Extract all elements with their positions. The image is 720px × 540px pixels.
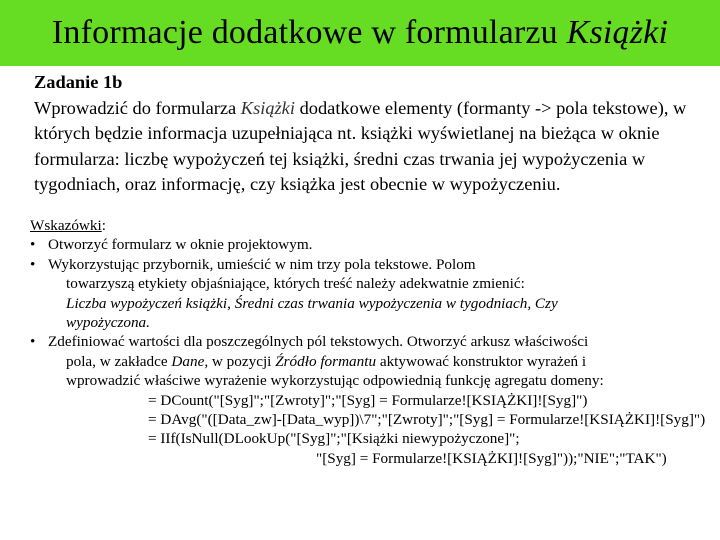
hint-label-names-cont: wypożyczona. <box>66 314 150 332</box>
hint-item-text-fields <box>30 255 714 333</box>
hint-line <box>48 352 714 371</box>
bullet-glyph: • <box>30 333 36 351</box>
hint-property-name: Źródło formantu <box>275 352 377 370</box>
formula-iif: = IIf(IsNull(DLookUp("[Syg]";"[Książki niewypożyczone]"; <box>148 430 520 448</box>
title-bar <box>0 0 720 66</box>
task-description <box>34 96 694 198</box>
hint-item-open-form <box>30 235 714 254</box>
hint-text: pola, w zakładce <box>66 352 172 370</box>
hint-text: aktywować konstruktor wyrażeń i <box>376 352 587 370</box>
formula-iif-cont: "[Syg] = Formularze![KSIĄŻKI]![Syg]"));"NIE";"TAK") <box>316 449 667 467</box>
slide-title-main: Informacje dodatkowe w formularzu <box>51 14 567 51</box>
bullet-glyph: • <box>30 255 36 273</box>
bullet-glyph: • <box>30 236 36 254</box>
task-text-2: dodatkowe elementy (formanty -> pola tekstowe), w których będzie informacja uzupełniająca nt. książki wyświetlanej na bieżąca w oknie formularza: liczbę wypożyczeń tej książki, średni czas trwania jej wypożyczenia w tygodniach, oraz informację, czy książka jest obecnie w wypożyczeniu. <box>34 97 687 194</box>
formula-davg: = DAvg("([Data_zw]-[Data_wyp])\7";"[Zwroty]";"[Syg] = Formularze![KSIĄŻKI]![Syg]") <box>148 411 706 429</box>
hint-line: towarzyszą etykiety objaśniające, których treść należy adekwatnie zmienić: <box>66 275 525 293</box>
hint-text: , w pozycji <box>204 352 276 370</box>
slide-title <box>52 14 668 52</box>
hint-line: Zdefiniować wartości dla poszczególnych pól tekstowych. Otworzyć arkusz właściwości <box>48 333 589 351</box>
hints-colon: : <box>101 217 106 234</box>
task-text-1: Wprowadzić do formularza <box>34 97 241 118</box>
task-section <box>34 70 694 198</box>
task-text-italic: Książki <box>240 97 295 118</box>
hint-item-define-values <box>30 332 714 390</box>
hint-text: Otworzyć formularz w oknie projektowym. <box>48 236 313 254</box>
hint-line: wprowadzić właściwe wyrażenie wykorzystując odpowiednią funkcję agregatu domeny: <box>66 372 604 390</box>
hint-label-names: Liczba wypożyczeń książki, Średni czas trwania wypożyczenia w tygodniach, Czy <box>66 294 558 312</box>
hint-line: Wykorzystując przybornik, umieścić w nim trzy pola tekstowe. Polom <box>48 255 476 273</box>
hints-label: Wskazówki <box>30 217 102 234</box>
hint-tab-name: Dane <box>171 352 205 370</box>
hints-list <box>30 235 714 390</box>
slide-title-italic: Książki <box>566 14 669 51</box>
hints-heading <box>30 216 714 235</box>
task-heading: Zadanie 1b <box>34 72 123 92</box>
hints-section <box>30 216 714 468</box>
formula-dcount: = DCount("[Syg]";"[Zwroty]";"[Syg] = Formularze![KSIĄŻKI]![Syg]") <box>148 391 588 409</box>
